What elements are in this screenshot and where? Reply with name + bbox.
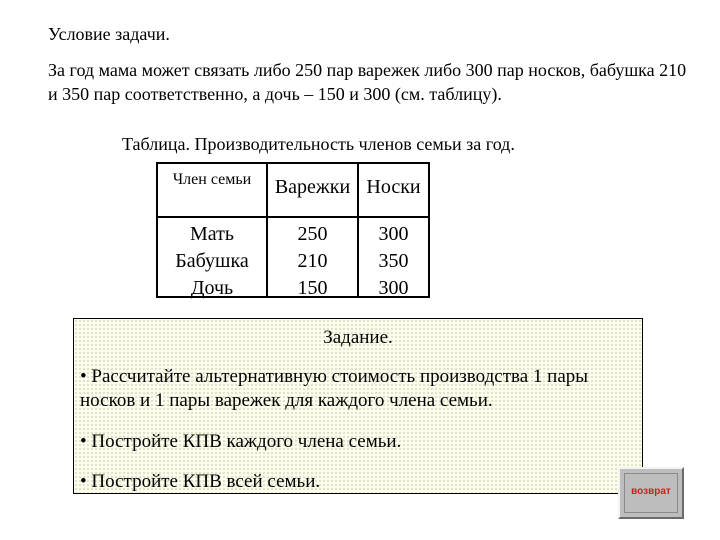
member-name: Бабушка [175, 250, 249, 272]
table-caption: Таблица. Производительность членов семьи за год. [122, 134, 515, 154]
mittens-column [268, 221, 357, 302]
task-item: • Постройте КПВ каждого члена семьи. [80, 431, 402, 452]
heading: Условие задачи. [48, 24, 170, 44]
header-mittens: Варежки [274, 176, 351, 198]
return-button-label: возврат [631, 486, 671, 497]
socks-value: 300 [378, 223, 409, 245]
header-divider [158, 216, 428, 218]
mittens-value: 150 [297, 277, 328, 299]
socks-value: 350 [378, 250, 409, 272]
task-box [73, 318, 643, 494]
socks-value: 300 [378, 277, 409, 299]
socks-column [359, 221, 428, 302]
header-socks: Носки [366, 176, 421, 198]
task-item: • Постройте КПВ всей семьи. [80, 471, 321, 492]
problem-paragraph: За год мама может связать либо 250 пар варежек либо 300 пар носков, бабушка 210 и 350 пар соответственно, а дочь – 150 и 300 (см. таблицу). [48, 60, 687, 104]
mittens-value: 250 [297, 223, 328, 245]
productivity-table [156, 162, 430, 298]
return-button[interactable] [618, 467, 684, 519]
member-name: Дочь [190, 277, 234, 299]
member-name: Мать [189, 223, 234, 245]
mittens-value: 210 [297, 250, 328, 272]
task-title: Задание. [323, 327, 393, 348]
header-member: Член семьи [172, 171, 252, 188]
member-column [158, 221, 266, 302]
task-item: • Рассчитайте альтернативную стоимость производства 1 пары носков и 1 пары варежек для каждого члена семьи. [80, 366, 589, 411]
